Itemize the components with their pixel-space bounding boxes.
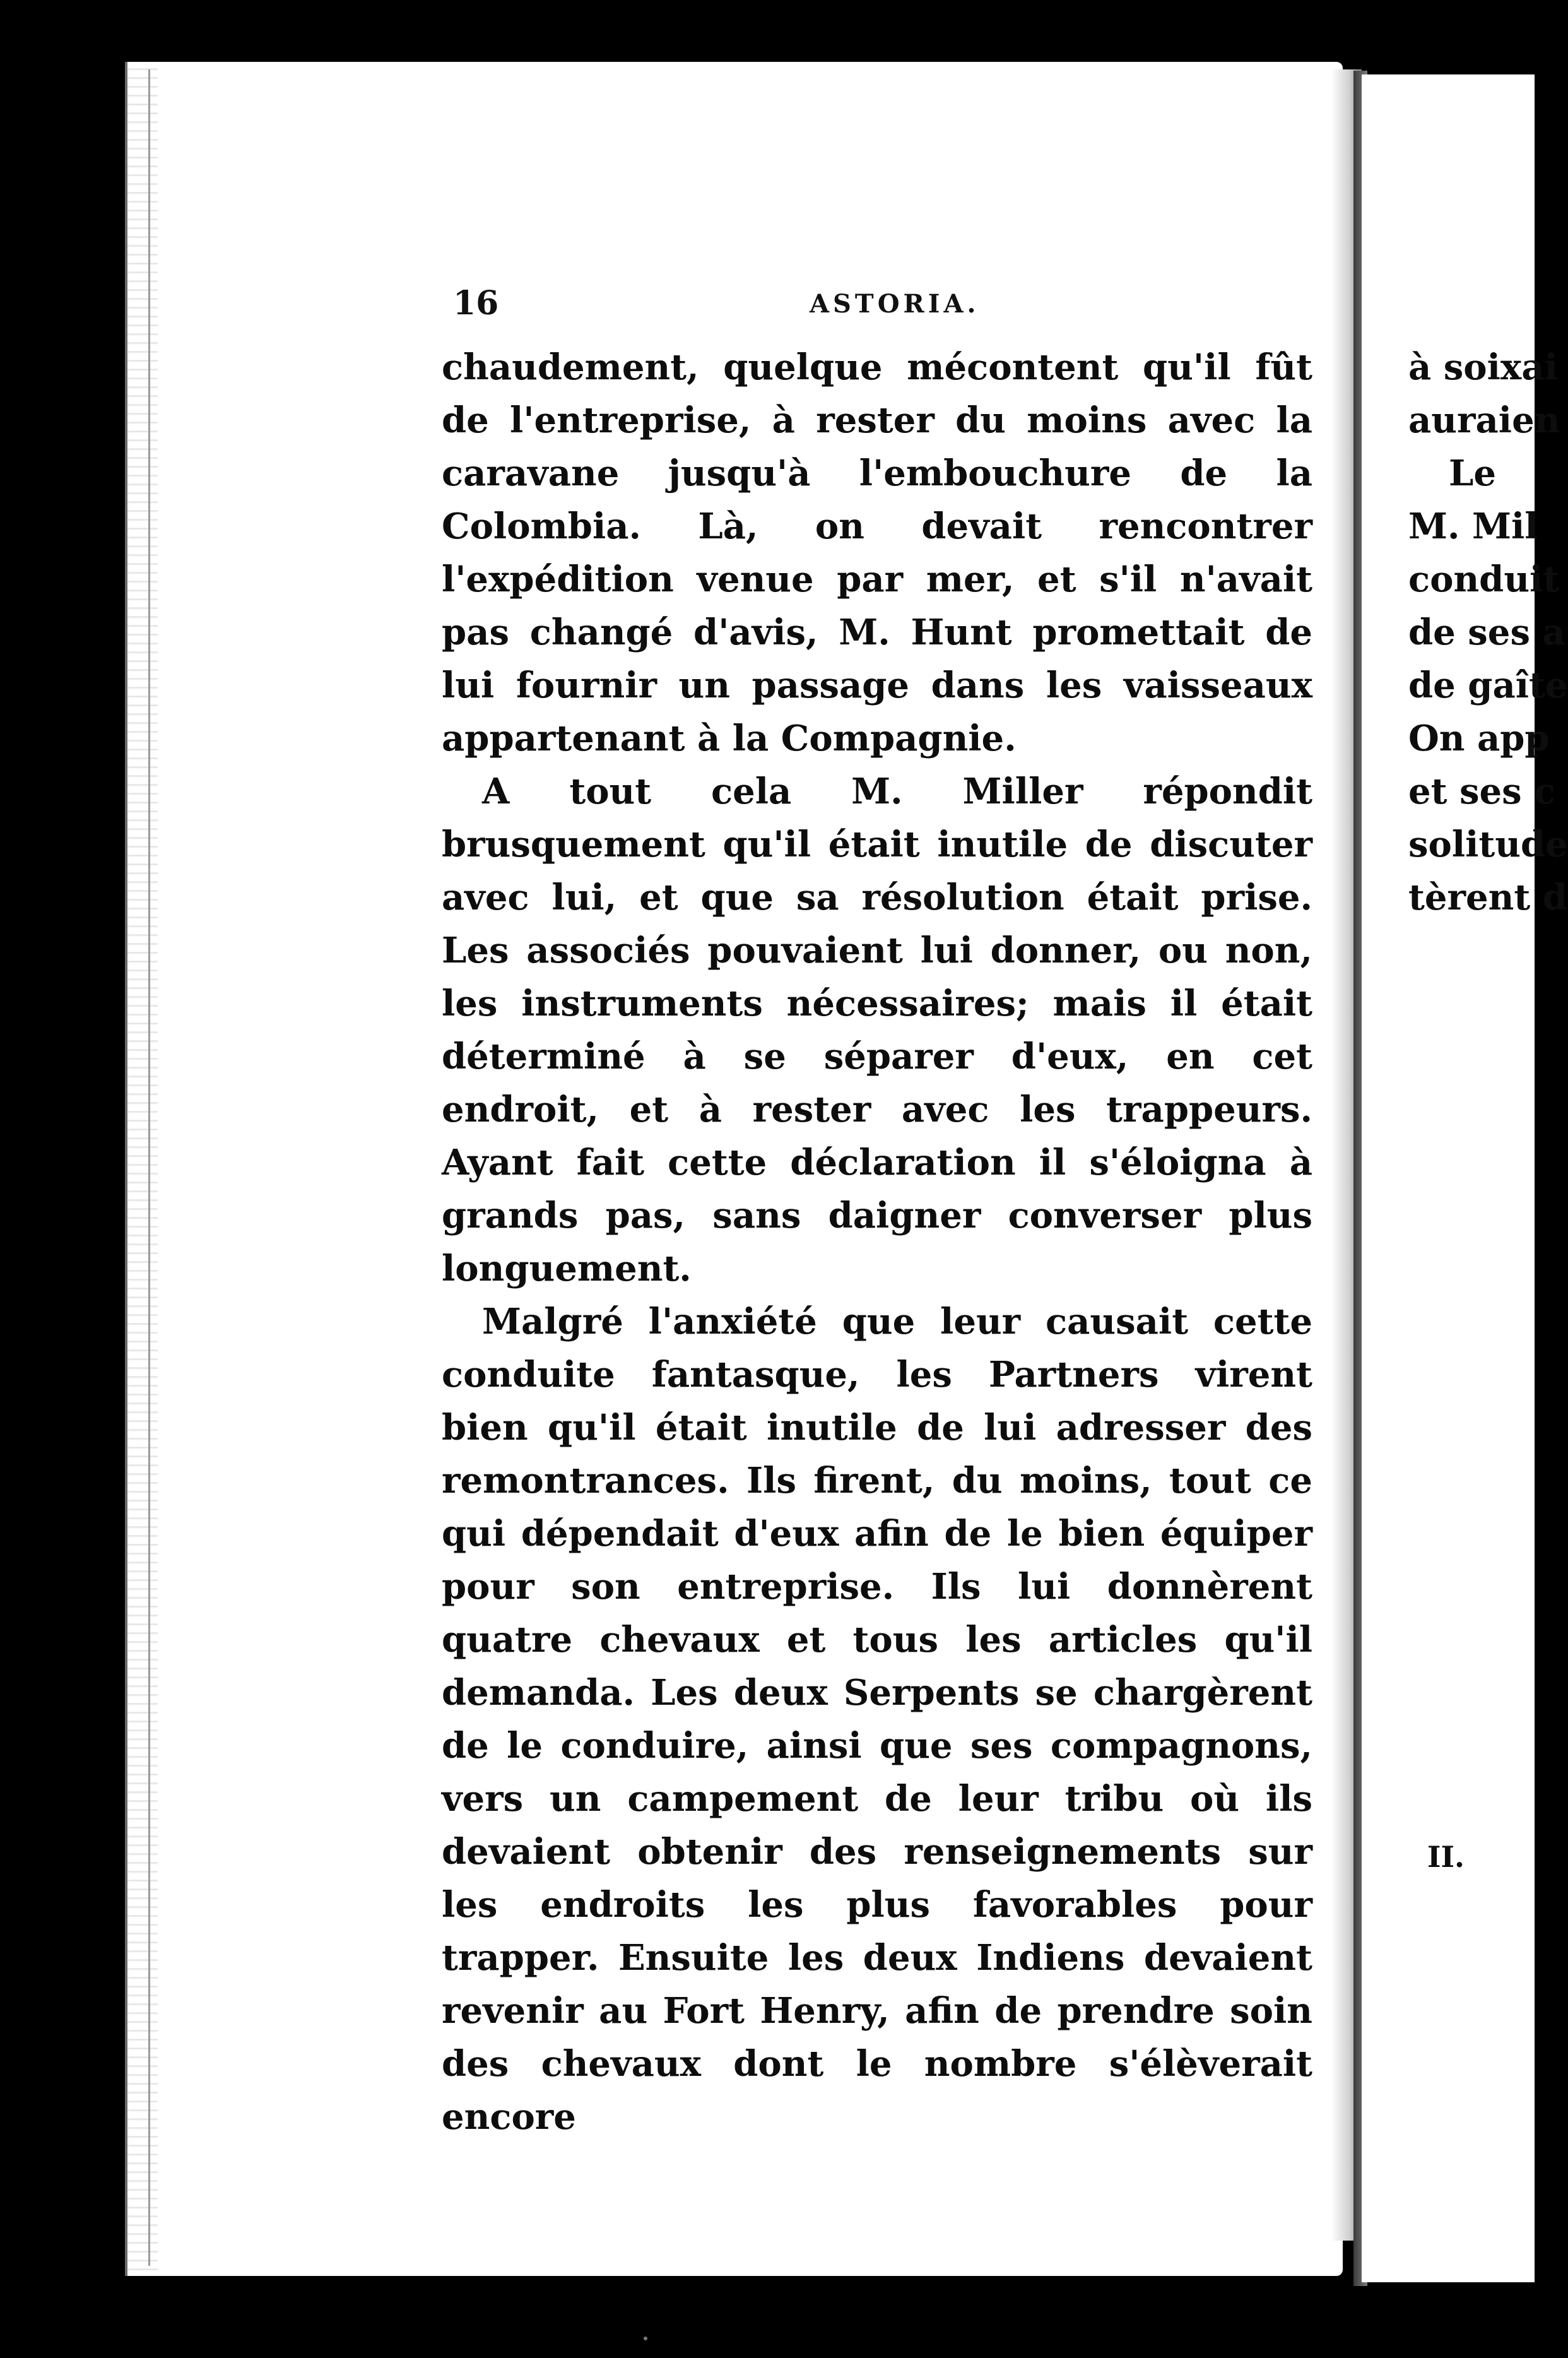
right-line: M. Mil <box>1408 506 1538 547</box>
scan-speck <box>644 2337 647 2340</box>
right-line: Le <box>1449 453 1497 494</box>
right-line: auraien <box>1408 400 1560 441</box>
gutter-line <box>148 69 150 2266</box>
running-title: ASTORIA. <box>810 289 980 319</box>
binding-gutter <box>125 62 158 2276</box>
right-line: de gaîte <box>1408 665 1568 706</box>
signature-mark: II. <box>1427 1840 1465 1874</box>
right-line: et ses c <box>1408 771 1556 812</box>
right-line: à soixai <box>1408 347 1558 388</box>
right-line: On app <box>1408 718 1550 759</box>
right-page-body <box>1408 341 1568 924</box>
left-page-body <box>442 341 1312 2143</box>
running-head <box>453 284 1299 328</box>
right-line: tèrent d <box>1408 877 1567 918</box>
paragraph-3: Malgré l'anxiété que leur causait cette conduite fantasque, les Partners virent bien qu'il était inutile de lui adresser des remontrances. Ils firent, du moins, tout ce qui dépendait d'eux afin de le bien équiper pour son entreprise. Ils lui donnèrent quatre chevaux et tous les articles qu'il demanda. Les deux Serpents se chargèrent de le conduire, ainsi que ses compagnons, vers un campement de leur tribu où ils devaient obtenir des renseignements sur les endroits les plus favorables pour trapper. Ensuite les deux Indiens devaient revenir au Fort Henry, afin de prendre soin des chevaux dont le nombre s'élèverait encore <box>442 1301 1312 2138</box>
right-line: conduit <box>1408 559 1560 600</box>
paragraph-1: chaudement, quelque mécontent qu'il fût de l'entreprise, à rester du moins avec la caravane jusqu'à l'embouchure de la Colombia. Là, on devait rencontrer l'expédition venue par mer, et s'il n'avait pas changé d'avis, M. Hunt promettait de lui fournir un passage dans les vaisseaux appartenant à la Compagnie. <box>442 347 1312 759</box>
page-number: 16 <box>453 284 499 323</box>
paragraph-2: A tout cela M. Miller répondit brusquement qu'il était inutile de discuter avec lui, et que sa résolution était prise. Les associés pouvaient lui donner, ou non, les instruments nécessaires; mais il était déterminé à se séparer d'eux, en cet endroit, et à rester avec les trappeurs. Ayant fait cette déclaration il s'éloigna à grands pas, sans daigner converser plus longuement. <box>442 771 1312 1289</box>
right-line: solitude <box>1408 824 1568 865</box>
right-line: de ses a <box>1408 612 1565 653</box>
